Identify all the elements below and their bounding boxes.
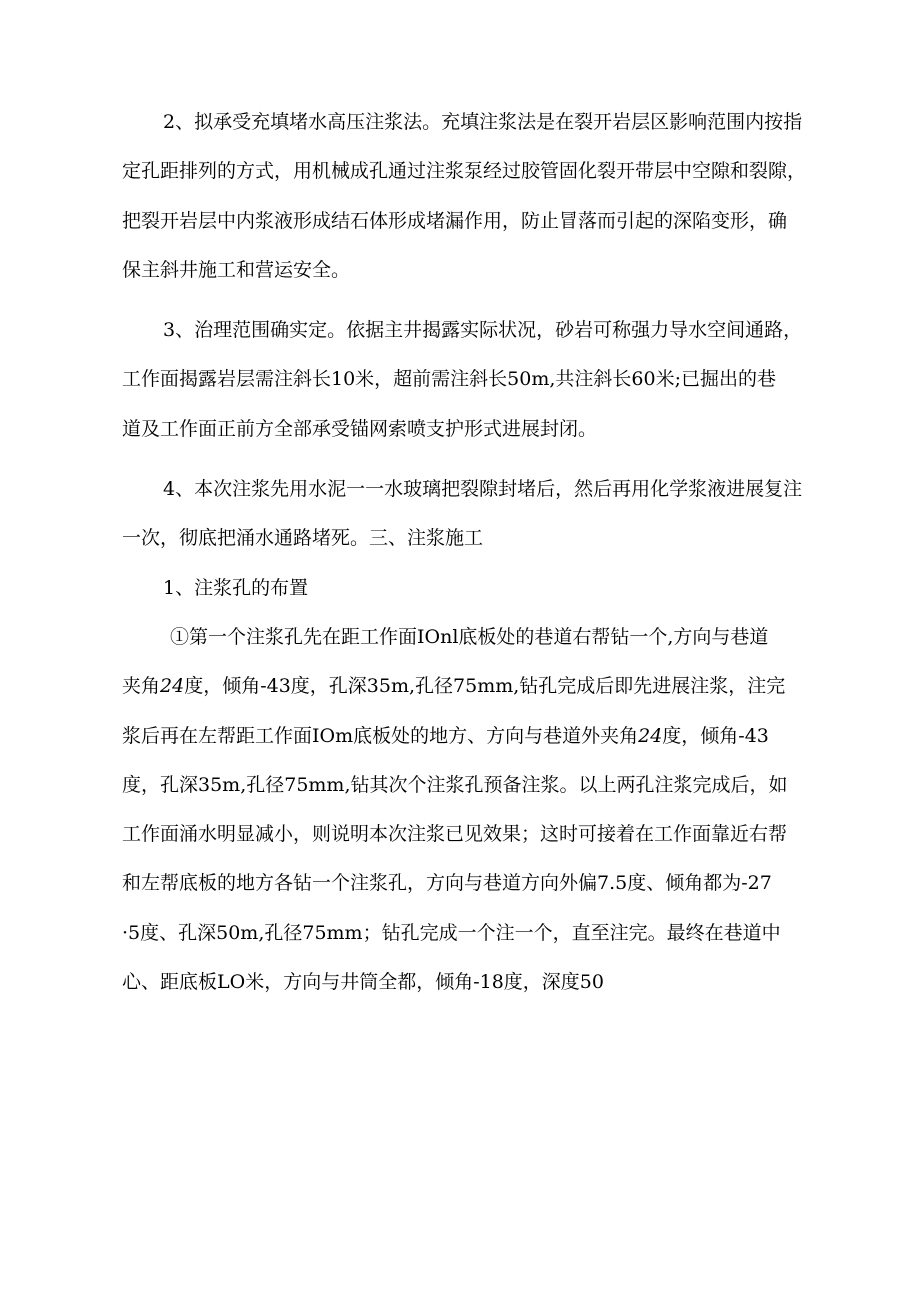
- text-line: ①第一个注浆孔先在距工作面IOnl底板处的巷道右帮钻一个,方向与巷道: [170, 625, 769, 648]
- text-line: 把裂开岩层中内浆液形成结石体形成堵漏作用，防止冒落而引起的深陷变形，确: [122, 209, 788, 232]
- italic-number: 24: [638, 724, 663, 747]
- text-segment: 夹角: [122, 675, 161, 698]
- section-subheading: 1、注浆孔的布置: [163, 576, 309, 599]
- document-body: [122, 98, 822, 1007]
- text-line: ·5度、孔深50m,孔径75mm；钻孔完成一个注一个，直至注完。最终在巷道中: [122, 921, 781, 944]
- italic-number: 24: [160, 675, 185, 698]
- text-line: 2、拟承受充填堵水高压注浆法。充填注浆法是在裂开岩层区影响范围内按指: [163, 111, 803, 133]
- text-line: [122, 662, 822, 711]
- text-line: 工作面涌水明显减小，则说明本次注浆已见效果；这时可接着在工作面靠近右帮: [122, 823, 788, 846]
- text-line: 一次，彻底把涌水通路堵死。三、注浆施工: [122, 527, 484, 550]
- paragraph-gap: [122, 454, 822, 465]
- text-line: 4、本次注浆先用水泥一一水玻璃把裂隙封堵后，然后再用化学浆液进展复注: [163, 478, 803, 501]
- text-line: 心、距底板LO米，方向与井筒全都，倾角-18度，深度50: [122, 971, 604, 994]
- paragraph-gap: [122, 295, 822, 306]
- text-line: 定孔距排列的方式，用机械成孔通过注浆泵经过胶管固化裂开带层中空隙和裂隙，: [122, 160, 807, 183]
- paragraph-3: [122, 306, 822, 454]
- text-segment: 浆后再在左帮距工作面IOm底板处的地方、方向与巷道外夹角: [122, 724, 639, 747]
- subheading-hole-layout: [122, 564, 822, 613]
- text-line: 保主斜井施工和营运安全。: [122, 258, 351, 281]
- text-line: 度，孔深35m,孔径75mm,钻其次个注浆孔预备注浆。以上两孔注浆完成后，如: [122, 773, 788, 796]
- text-line: 工作面揭露岩层需注斜长10米，超前需注斜长50m,共注斜长60米;已掘出的巷: [122, 368, 776, 391]
- text-line: 和左帮底板的地方各钻一个注浆孔，方向与巷道方向外偏7.5度、倾角都为-27: [122, 872, 772, 895]
- text-line: 道及工作面正前方全部承受锚网索喷支护形式进展封闭。: [122, 417, 598, 440]
- paragraph-2: [122, 98, 822, 295]
- text-line: 3、治理范围确实定。依据主井揭露实际状况，砂岩可称强力导水空间通路，: [163, 319, 803, 342]
- text-line: [122, 712, 822, 761]
- text-segment: 度，倾角-43: [662, 724, 769, 747]
- text-segment: 度，倾角-43度，孔深35m,孔径75mm,钻孔完成后即先进展注浆，注完: [184, 675, 786, 698]
- paragraph-hole-detail: [122, 613, 822, 1007]
- paragraph-4: [122, 465, 822, 564]
